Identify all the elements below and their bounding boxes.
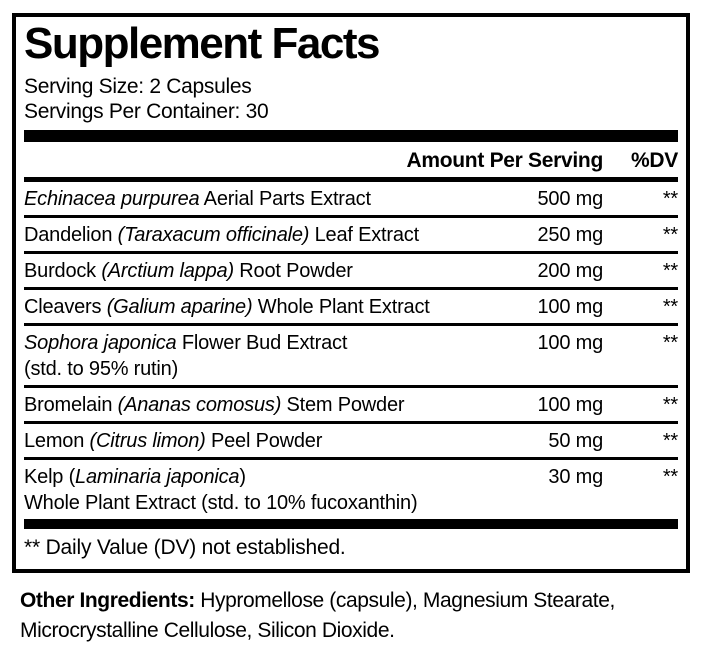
ingredient-name: Burdock (Arctium lappa) Root Powder bbox=[24, 260, 353, 282]
ingredient-amount: 50 mg bbox=[548, 430, 603, 452]
ingredient-row bbox=[24, 290, 678, 326]
ingredient-name-line2: (std. to 95% rutin) bbox=[24, 358, 179, 380]
ingredient-dv: ** bbox=[662, 188, 678, 210]
ingredient-amount: 200 mg bbox=[537, 260, 603, 282]
ingredient-name: Lemon (Citrus limon) Peel Powder bbox=[24, 430, 323, 452]
ingredient-dv: ** bbox=[662, 394, 678, 416]
ingredient-dv: ** bbox=[662, 224, 678, 246]
ingredient-amount: 100 mg bbox=[537, 332, 603, 354]
ingredient-name-line2: Whole Plant Extract (std. to 10% fucoxanthin) bbox=[24, 492, 418, 514]
ingredient-amount: 30 mg bbox=[548, 466, 603, 488]
ingredient-name: Cleavers (Galium aparine) Whole Plant Extract bbox=[24, 296, 430, 318]
other-ingredients-label: Other Ingredients: bbox=[20, 589, 195, 612]
top-divider-bar bbox=[24, 130, 678, 142]
ingredient-dv: ** bbox=[662, 260, 678, 282]
column-header-row bbox=[24, 142, 678, 182]
ingredient-name: Echinacea purpurea Aerial Parts Extract bbox=[24, 188, 371, 210]
ingredient-row bbox=[24, 388, 678, 424]
ingredient-dv: ** bbox=[662, 466, 678, 488]
bottom-divider-bar bbox=[24, 519, 678, 529]
ingredient-amount: 500 mg bbox=[537, 188, 603, 210]
ingredient-amount: 250 mg bbox=[537, 224, 603, 246]
supplement-facts-panel bbox=[12, 13, 690, 573]
daily-value-footnote: ** Daily Value (DV) not established. bbox=[24, 536, 346, 559]
ingredient-name: Sophora japonica Flower Bud Extract (std. to 95% rutin) bbox=[24, 330, 493, 382]
other-ingredients bbox=[20, 586, 672, 646]
ingredient-dv: ** bbox=[662, 296, 678, 318]
ingredient-amount: 100 mg bbox=[537, 394, 603, 416]
servings-per-container: Servings Per Container: 30 bbox=[24, 100, 269, 123]
ingredient-dv: ** bbox=[662, 332, 678, 354]
other-ingredients-text: Hypromellose (capsule), Magnesium Stearate, Microcrystalline Cellulose, Silicon Dioxide. bbox=[20, 589, 615, 642]
ingredient-name: Kelp (Laminaria japonica) Whole Plant Extract (std. to 10% fucoxanthin) bbox=[24, 464, 493, 516]
ingredient-amount: 100 mg bbox=[537, 296, 603, 318]
ingredient-row bbox=[24, 218, 678, 254]
ingredient-row bbox=[24, 326, 678, 388]
ingredient-row bbox=[24, 460, 678, 519]
dv-header: %DV bbox=[631, 149, 678, 172]
ingredient-name: Bromelain (Ananas comosus) Stem Powder bbox=[24, 394, 405, 416]
ingredient-rows bbox=[24, 182, 678, 519]
ingredient-row bbox=[24, 254, 678, 290]
ingredient-row bbox=[24, 424, 678, 460]
serving-size: Serving Size: 2 Capsules bbox=[24, 75, 252, 98]
panel-title: Supplement Facts bbox=[24, 19, 379, 68]
amount-per-serving-header: Amount Per Serving bbox=[406, 149, 603, 172]
ingredient-dv: ** bbox=[662, 430, 678, 452]
ingredient-row bbox=[24, 182, 678, 218]
ingredient-name: Dandelion (Taraxacum officinale) Leaf Extract bbox=[24, 224, 419, 246]
